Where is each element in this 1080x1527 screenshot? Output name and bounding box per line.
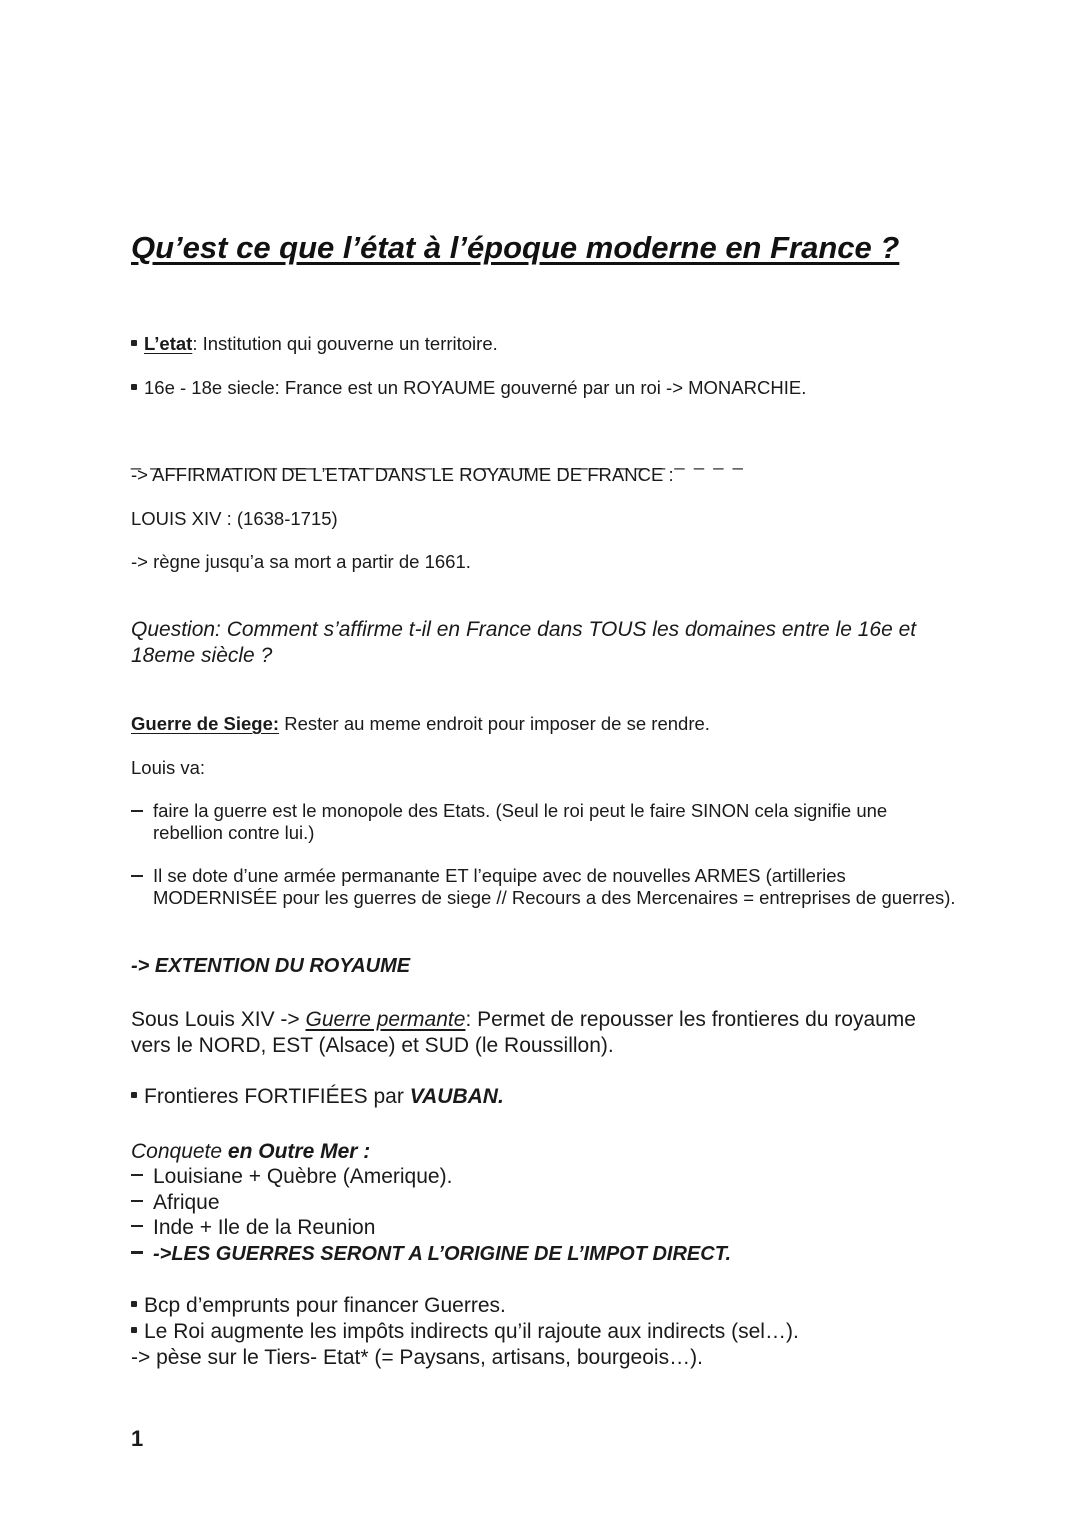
list-item [131, 865, 961, 909]
bullet-icon [131, 384, 137, 390]
sous-louis-pre: Sous Louis XIV -> [131, 1008, 306, 1031]
question-paragraph: Question: Comment s’affirme t-il en France dans TOUS les domaines entre le 16e et 18eme siècle ? [131, 618, 917, 667]
dash-icon [131, 1225, 143, 1227]
definition-text: : Institution qui gouverne un territoire. [192, 333, 498, 354]
list-item [131, 1243, 731, 1266]
conquete-bold: en Outre Mer : [227, 1140, 371, 1163]
bullet-icon [131, 1301, 137, 1307]
emprunts-text: Bcp d’emprunts pour financer Guerres. [144, 1294, 506, 1317]
sous-louis-paragraph [131, 1007, 961, 1059]
bullet-icon [131, 1327, 137, 1333]
pese-line: -> pèse sur le Tiers- Etat* (= Paysans, artisans, bourgeois…). [131, 1346, 703, 1369]
impots-line [131, 1320, 799, 1344]
definition-etat [131, 333, 498, 355]
list-item-text: Louisiane + Quèbre (Amerique). [153, 1165, 453, 1188]
guerre-siege-term: Guerre de Siege: [131, 713, 280, 734]
affirmation-heading: -> AFFIRMATION DE L’ETAT DANS LE ROYAUME DE FRANCE : [131, 464, 674, 485]
guerre-siege-text: Rester au meme endroit pour imposer de se rendre. [279, 713, 710, 734]
conquete-pre: Conquete [131, 1140, 228, 1163]
bullet-icon [131, 1092, 137, 1098]
louis-line: LOUIS XIV : (1638-1715) [131, 508, 338, 529]
dash-icon [131, 1251, 143, 1254]
regne-line: -> règne jusqu’a sa mort a partir de 1661. [131, 551, 471, 572]
siecle-text: 16e - 18e siecle: France est un ROYAUME gouverné par un roi -> MONARCHIE. [144, 377, 807, 398]
conquete-heading [131, 1140, 370, 1164]
sous-louis-post: : Permet de repousser les frontieres du royaume vers le NORD, EST (Alsace) et SUD (le Roussillon). [131, 1008, 916, 1057]
list-item-text: Il se dote d’une armée permanante ET l’equipe avec de nouvelles ARMES (artilleries MODERNISÉE pour les guerres de siege // Recours a des Mercenaires = entreprises de guerres). [153, 865, 956, 908]
impot-direct-text: ->LES GUERRES SERONT A L’ORIGINE DE L’IMPOT DIRECT. [153, 1243, 731, 1265]
divider: _ _ _ _ _ _ _ _ _ _ _ _ _ _ _ _ _ _ _ _ _ _ _ _ _ _ _ _ _ _ _ _ [131, 450, 745, 470]
louis-va-line: Louis va: [131, 757, 206, 778]
dash-icon [131, 875, 143, 877]
bullet-icon [131, 340, 137, 346]
dash-icon [131, 810, 143, 812]
page-number: 1 [131, 1426, 144, 1451]
list-item-text: Inde + Ile de la Reunion [153, 1216, 376, 1239]
frontieres-line [131, 1085, 504, 1109]
list-item-text: Afrique [153, 1191, 220, 1214]
dash-icon [131, 1200, 143, 1202]
list-item [131, 1165, 452, 1189]
emprunts-line [131, 1294, 506, 1318]
guerre-siege-definition [131, 713, 710, 735]
list-item [131, 800, 961, 844]
vauban-name: VAUBAN. [409, 1085, 504, 1108]
list-item-text: faire la guerre est le monopole des Etats. (Seul le roi peut le faire SINON cela signifie une rebellion contre lui.) [153, 800, 888, 843]
extention-heading: -> EXTENTION DU ROYAUME [131, 955, 411, 977]
definition-term: L’etat [144, 333, 193, 354]
frontieres-text: Frontieres FORTIFIÉES par [144, 1085, 410, 1108]
guerre-permante-term: Guerre permante [305, 1008, 466, 1031]
list-item [131, 1216, 375, 1240]
impots-text: Le Roi augmente les impôts indirects qu’il rajoute aux indirects (sel…). [144, 1320, 799, 1343]
page-title: Qu’est ce que l’état à l’époque moderne en France ? [131, 230, 900, 265]
siecle-line [131, 377, 806, 399]
dash-icon [131, 1174, 143, 1176]
list-item [131, 1191, 220, 1215]
